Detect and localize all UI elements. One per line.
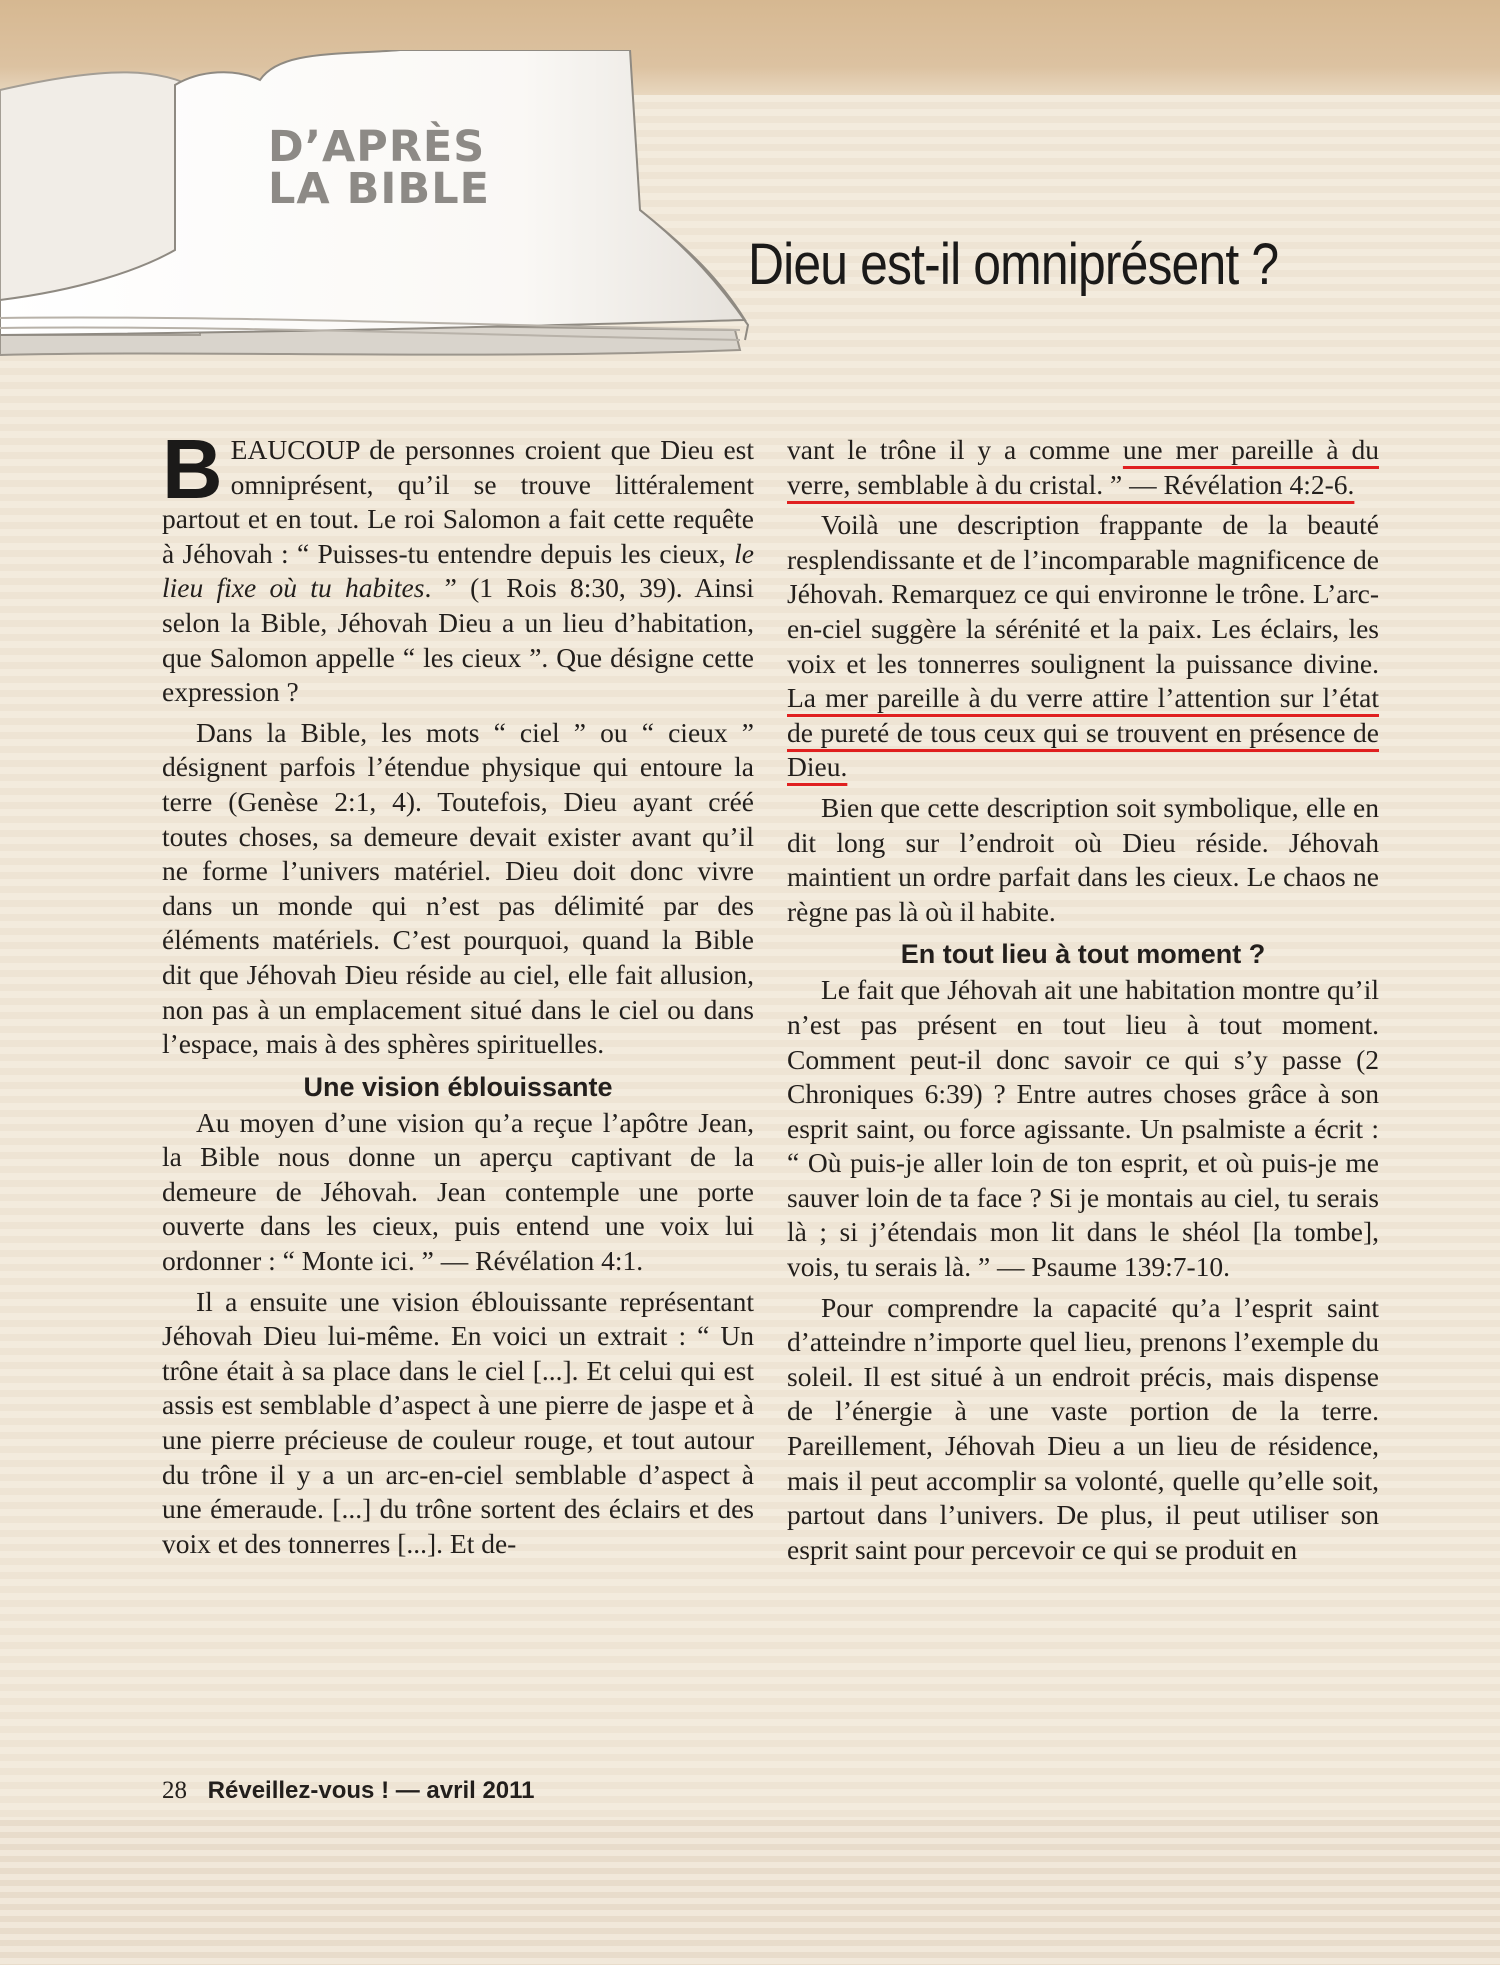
page-footer bbox=[162, 1776, 535, 1806]
paragraph-vision: Au moyen d’une vision qu’a reçue l’apôtre Jean, la Bible nous donne un aperçu captivant de la demeure de Jéhovah. Jean contemple une porte ouverte dans les cieux, puis entend une voix lui ordonner : “ Monte ici. ” — Révélation 4:1. bbox=[162, 1106, 754, 1277]
intro-text-a: EAUCOUP de personnes croient que Dieu est omniprésent, qu’il se trouve littéralement partout et en tout. Le roi Salomon a fait cette requête à Jéhovah : “ Puisses-tu entendre depuis les cieux, bbox=[162, 434, 754, 569]
article-title: Dieu est-il omniprésent ? bbox=[748, 232, 1279, 297]
bottom-band bbox=[0, 1820, 1500, 1965]
subheading-vision: Une vision éblouissante bbox=[303, 1071, 613, 1102]
paragraph-sun: Pour comprendre la capacité qu’a l’esprit saint d’atteindre n’importe quel lieu, prenons l’exemple du soleil. Il est situé à un endroit précis, mais dispense de l’énergie à une vaste portion de la terre. Pareillement, Jéhovah Dieu a un lieu de résidence, mais il peut accomplir sa volonté, quelle qu’elle soit, partout dans l’univers. De plus, il peut utiliser son esprit saint pour percevoir ce qui se produit en bbox=[787, 1291, 1379, 1565]
underlined-sea-of-glass: une mer pareille à du verre, semblable à du cristal. ” — Révélation 4:2-6. bbox=[787, 434, 1379, 500]
paragraph-heavens: Dans la Bible, les mots “ ciel ” ou “ cieux ” désignent parfois l’étendue physique qui entoure la terre (Genèse 2:1, 4). Toutefois, Dieu ayant créé toutes choses, sa demeure devait exister avant qu’il ne forme l’univers matériel. Dieu doit donc vivre dans un monde qui n’est pas délimité par des éléments matériels. C’est pourquoi, quand la Bible dit que Jéhovah Dieu réside au ciel, elle fait allusion, non pas à un emplacement situé dans le ciel ou dans l’espace, mais à des sphères spirituelles. bbox=[162, 716, 754, 1060]
open-book-icon bbox=[0, 50, 760, 380]
page-number: 28 bbox=[162, 1777, 187, 1804]
footer-separator: — bbox=[395, 1777, 420, 1804]
paragraph-intro bbox=[162, 422, 754, 710]
continuation-text: vant le trône il y a comme bbox=[787, 434, 1123, 465]
intro-quote-italic: le lieu fixe où tu habites bbox=[162, 537, 754, 604]
paragraph-symbolic: Bien que cette description soit symbolique, elle en dit long sur l’endroit où Dieu réside. Jéhovah maintient un ordre parfait dans les cieux. Le chaos ne règne pas là où il habite. bbox=[787, 791, 1379, 927]
paragraph-throne: Il a ensuite une vision éblouissante représentant Jéhovah Dieu lui-même. En voici un extrait : “ Un trône était à sa place dans le ciel [...]. Et celui qui est assis est semblable d’aspect à une pierre de jaspe et à une pierre précieuse de couleur rouge, et tout autour du trône il y a un arc-en-ciel semblable d’aspect à une émeraude. [...] du trône sortent des éclairs et des voix et des tonnerres [...]. Et de- bbox=[162, 1285, 754, 1559]
description-text: Voilà une description frappante de la beauté resplendissante et de l’incomparable magnificence de Jéhovah. Remarquez ce qui environne le trône. L’arc-en-ciel suggère la sérénité et la paix. Les éclairs, les voix et les tonnerres soulignent la puissance divine. bbox=[787, 509, 1379, 679]
intro-text-b: . ” (1 Rois 8:30, 39). Ainsi selon la Bible, Jéhovah Dieu a un lieu d’habitation, que Salomon appelle “ les cieux ”. Que désigne cette expression ? bbox=[162, 572, 754, 708]
paragraph-continuation bbox=[787, 433, 1379, 502]
underlined-purity: La mer pareille à du verre attire l’attention sur l’état de pureté de tous ceux qui se trouvent en présence de Dieu. bbox=[787, 682, 1379, 783]
right-column bbox=[787, 433, 1379, 1573]
paragraph-description bbox=[787, 508, 1379, 785]
issue-date: avril 2011 bbox=[426, 1777, 535, 1804]
section-kicker bbox=[268, 122, 490, 214]
subheading-everywhere: En tout lieu à tout moment ? bbox=[900, 939, 1266, 970]
drop-cap: B bbox=[162, 422, 223, 516]
magazine-name: Réveillez-vous ! bbox=[207, 1777, 390, 1804]
kicker-line-2: LA BIBLE bbox=[268, 164, 490, 214]
kicker-line-1: D’APRÈS bbox=[268, 122, 486, 172]
paragraph-habitation: Le fait que Jéhovah ait une habitation montre qu’il n’est pas présent en tout lieu à tout moment. Comment peut-il donc savoir ce qui s’y passe (2 Chroniques 6:39) ? Entre autres choses grâce à son esprit saint, ou force agissante. Un psalmiste a écrit : “ Où puis-je aller loin de ton esprit, et où puis-je me sauver loin de ta face ? Si je montais au ciel, tu serais là ; si j’étendais mon lit dans le shéol [la tombe], vois, tu serais là. ” — Psaume 139:7-10. bbox=[787, 974, 1379, 1283]
left-column bbox=[162, 422, 754, 1567]
